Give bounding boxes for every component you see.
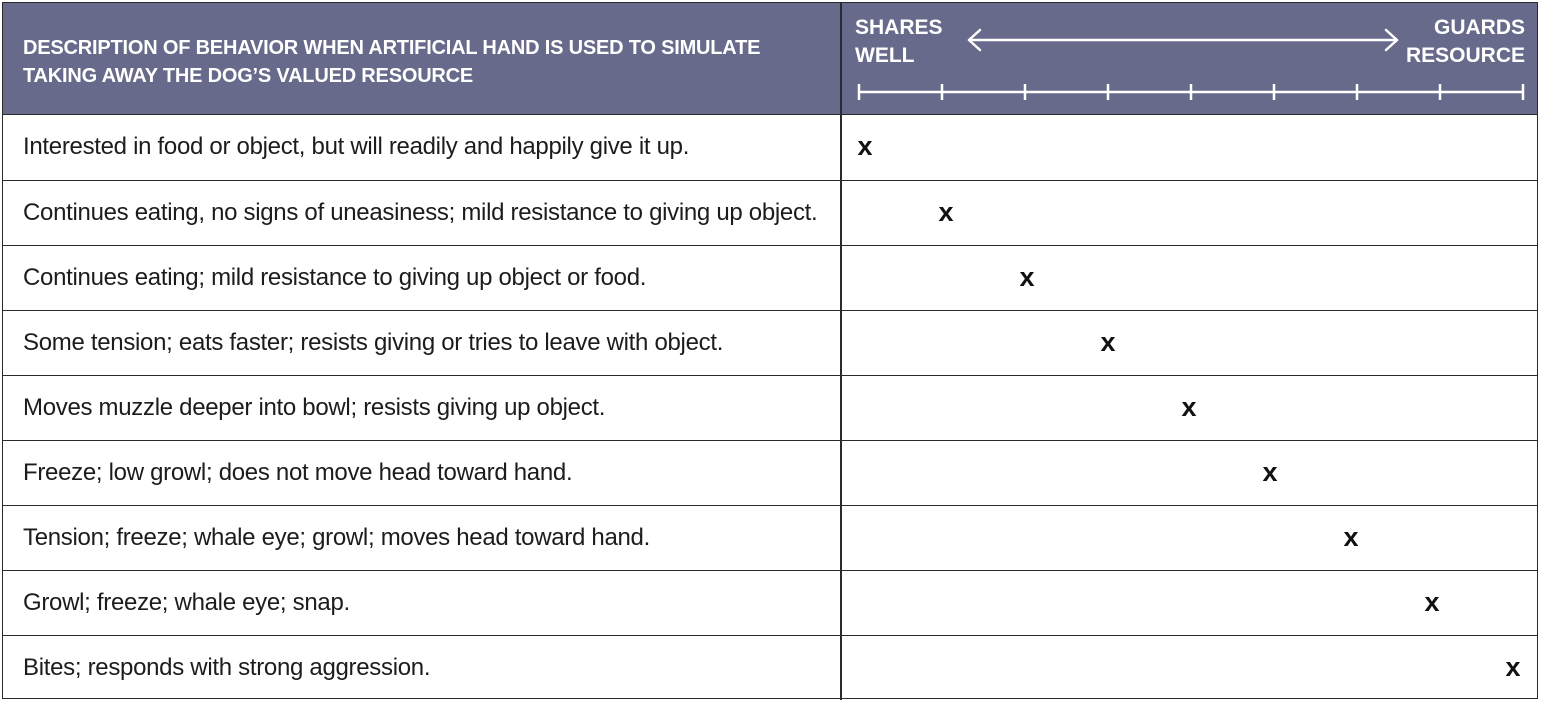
row-column-divider xyxy=(840,115,842,180)
row-column-divider xyxy=(840,636,842,700)
behavior-description: Tension; freeze; whale eye; growl; moves head toward hand. xyxy=(23,524,650,551)
scale-mark: x xyxy=(1424,587,1440,617)
behavior-description: Some tension; eats faster; resists giving or tries to leave with object. xyxy=(23,329,724,356)
behavior-description: Bites; responds with strong aggression. xyxy=(23,654,431,681)
table-row xyxy=(3,570,1537,635)
scale-left-line-1: SHARES xyxy=(855,16,943,39)
scale-mark: x xyxy=(1181,392,1197,422)
table-row xyxy=(3,310,1537,375)
scale-ruler xyxy=(859,84,1523,100)
row-column-divider xyxy=(840,246,842,310)
description-header-line-2: TAKING AWAY THE DOG’S VALUED RESOURCE xyxy=(23,65,474,87)
behavior-description: Moves muzzle deeper into bowl; resists giving up object. xyxy=(23,394,606,421)
row-column-divider xyxy=(840,571,842,635)
row-column-divider xyxy=(840,181,842,245)
row-column-divider xyxy=(840,441,842,505)
behavior-description: Continues eating, no signs of uneasiness; mild resistance to giving up object. xyxy=(23,199,818,226)
table-row xyxy=(3,180,1537,245)
table-row xyxy=(3,115,1537,180)
scale-right-line-2: RESOURCE xyxy=(1405,44,1525,67)
double-arrow-icon xyxy=(969,30,1397,50)
scale-mark: x xyxy=(1343,522,1359,552)
scale-mark: x xyxy=(857,131,873,161)
scale-right-line-1: GUARDS xyxy=(1433,16,1525,39)
row-column-divider xyxy=(840,376,842,440)
scale-mark: x xyxy=(938,197,954,227)
description-header-line-1: DESCRIPTION OF BEHAVIOR WHEN ARTIFICIAL HAND IS USED TO SIMULATE xyxy=(23,37,761,59)
behavior-description: Growl; freeze; whale eye; snap. xyxy=(23,589,350,616)
behavior-description: Interested in food or object, but will readily and happily give it up. xyxy=(23,133,690,160)
resource-guarding-table xyxy=(2,2,1538,699)
behavior-description: Freeze; low growl; does not move head toward hand. xyxy=(23,459,573,486)
scale-left-line-2: WELL xyxy=(855,44,915,67)
row-column-divider xyxy=(840,506,842,570)
behavior-description: Continues eating; mild resistance to giving up object or food. xyxy=(23,264,647,291)
scale-mark: x xyxy=(1100,327,1116,357)
scale-graphic xyxy=(3,3,1539,115)
table-row xyxy=(3,505,1537,570)
table-header xyxy=(3,3,1537,115)
scale-mark: x xyxy=(1262,457,1278,487)
table-row xyxy=(3,245,1537,310)
table-row xyxy=(3,375,1537,440)
scale-mark: x xyxy=(1019,262,1035,292)
row-column-divider xyxy=(840,311,842,375)
table-row xyxy=(3,440,1537,505)
table-row xyxy=(3,635,1537,700)
scale-mark: x xyxy=(1505,652,1521,682)
